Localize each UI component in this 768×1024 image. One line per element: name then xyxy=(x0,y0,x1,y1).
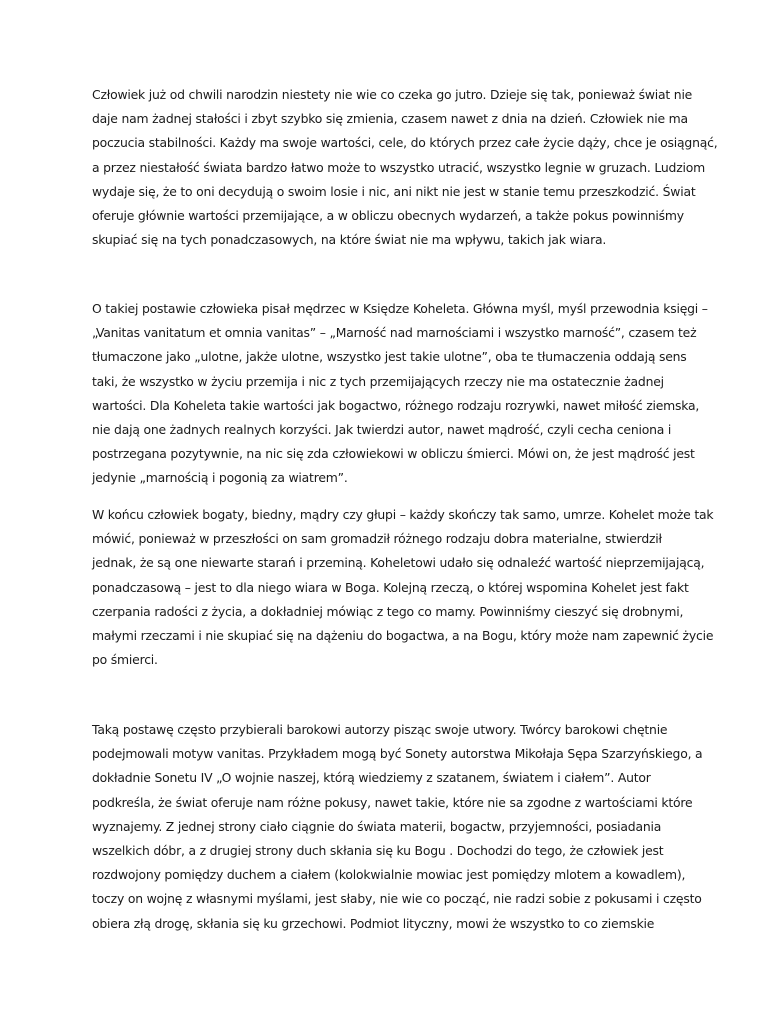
text-line: Taką postawę często przybierali barokowi autorzy pisząc swoje utwory. Twórcy barokowi chętnie xyxy=(92,722,668,737)
text-line: „Vanitas vanitatum et omnia vanitas” – „Marność nad marnościami i wszystko marność”, czasem też xyxy=(92,325,697,341)
text-line: rozdwojony pomiędzy duchem a ciałem (kolokwialnie mowiac jest pomiędzy mlotem a kowadlem), xyxy=(92,867,686,883)
text-line: nie dają one żadnych realnych korzyści. Jak twierdzi autor, nawet mądrość, czyli cecha ceniona i xyxy=(92,422,672,438)
text-line: ponadczasową – jest to dla niego wiara w Boga. Kolejną rzeczą, o której wspomina Kohelet jest fakt xyxy=(92,579,689,595)
text-line: dokładnie Sonetu IV „O wojnie naszej, którą wiedziemy z szatanem, światem i ciałem”. Autor xyxy=(92,770,651,786)
text-line: daje nam żadnej stałości i zbyt szybko się zmienia, czasem nawet z dnia na dzień. Człowiek nie ma xyxy=(92,111,688,127)
text-line: wydaje się, że to oni decydują o swoim losie i nic, ani nikt nie jest w stanie temu przeszkodzić. Świat xyxy=(92,183,696,199)
text-line: toczy on wojnę z własnymi myślami, jest słaby, nie wie co począć, nie radzi sobie z pokusami i często xyxy=(92,891,702,907)
text-line: taki, że wszystko w życiu przemija i nic z tych przemijających rzeczy nie ma ostatecznie żadnej xyxy=(92,373,664,389)
text-line: wyznajemy. Z jednej strony ciało ciągnie do świata materii, bogactw, przyjemności, posiadania xyxy=(92,818,662,834)
text-line: a przez niestałość świata bardzo łatwo może to wszystko utracić, wszystko legnie w gruzach. Ludziom xyxy=(92,159,705,175)
text-line: jedynie „marnością i pogonią za wiatrem”. xyxy=(92,470,348,486)
text-line: po śmierci. xyxy=(92,652,158,668)
paragraph-1 xyxy=(92,83,718,252)
paragraph-3 xyxy=(92,503,714,672)
text-line: oferuje głównie wartości przemijające, a w obliczu obecnych wydarzeń, a także pokus powinniśmy xyxy=(92,208,684,224)
paragraph-4 xyxy=(92,718,703,936)
text-line: W końcu człowiek bogaty, biedny, mądry czy głupi – każdy skończy tak samo, umrze. Kohelet może tak xyxy=(92,507,714,522)
text-line: obiera złą drogę, skłania się ku grzechowi. Podmiot lityczny, mowi że wszystko to co ziemskie xyxy=(92,915,655,931)
text-line: czerpania radości z życia, a dokładniej mówiąc z tego co mamy. Powinniśmy cieszyć się drobnymi, xyxy=(92,603,684,619)
text-line: Człowiek już od chwili narodzin niestety nie wie co czeka go jutro. Dzieje się tak, ponieważ świat nie xyxy=(92,87,693,102)
text-line: O takiej postawie człowieka pisał mędrzec w Księdze Koheleta. Główna myśl, myśl przewodnia księgi – xyxy=(92,301,708,316)
text-line: poczucia stabilności. Każdy ma swoje wartości, cele, do których przez całe życie dąży, chce je osiągnąć, xyxy=(92,135,718,151)
text-line: małymi rzeczami i nie skupiać się na dążeniu do bogactwa, a na Bogu, który może nam zapewnić życie xyxy=(92,628,714,644)
text-line: tłumaczone jako „ulotne, jakże ulotne, wszystko jest takie ulotne”, oba te tłumaczenia oddają sens xyxy=(92,349,687,365)
text-line: skupiać się na tych ponadczasowych, na które świat nie ma wpływu, takich jak wiara. xyxy=(92,232,607,248)
text-line: podejmowali motyw vanitas. Przykładem mogą być Sonety autorstwa Mikołaja Sępa Szarzyńskiego, a xyxy=(92,746,703,762)
text-line: mówić, ponieważ w przeszłości on sam gromadził różnego rodzaju dobra materialne, stwierdził xyxy=(92,531,662,547)
paragraph-2 xyxy=(92,297,708,491)
text-line: wartości. Dla Koheleta takie wartości jak bogactwo, różnego rodzaju rozrywki, nawet miłość ziemska, xyxy=(92,397,700,413)
text-line: wszelkich dóbr, a z drugiej strony duch skłania się ku Bogu . Dochodzi do tego, że człowiek jest xyxy=(92,843,664,859)
text-line: podkreśla, że świat oferuje nam różne pokusy, nawet takie, które nie sa zgodne z wartościami które xyxy=(92,794,693,810)
text-line: jednak, że są one niewarte starań i przeminą. Koheletowi udało się odnaleźć wartość nieprzemijającą, xyxy=(92,555,705,571)
text-line: postrzegana pozytywnie, na nic się zda człowiekowi w obliczu śmierci. Mówi on, że jest mądrość jest xyxy=(92,446,695,462)
